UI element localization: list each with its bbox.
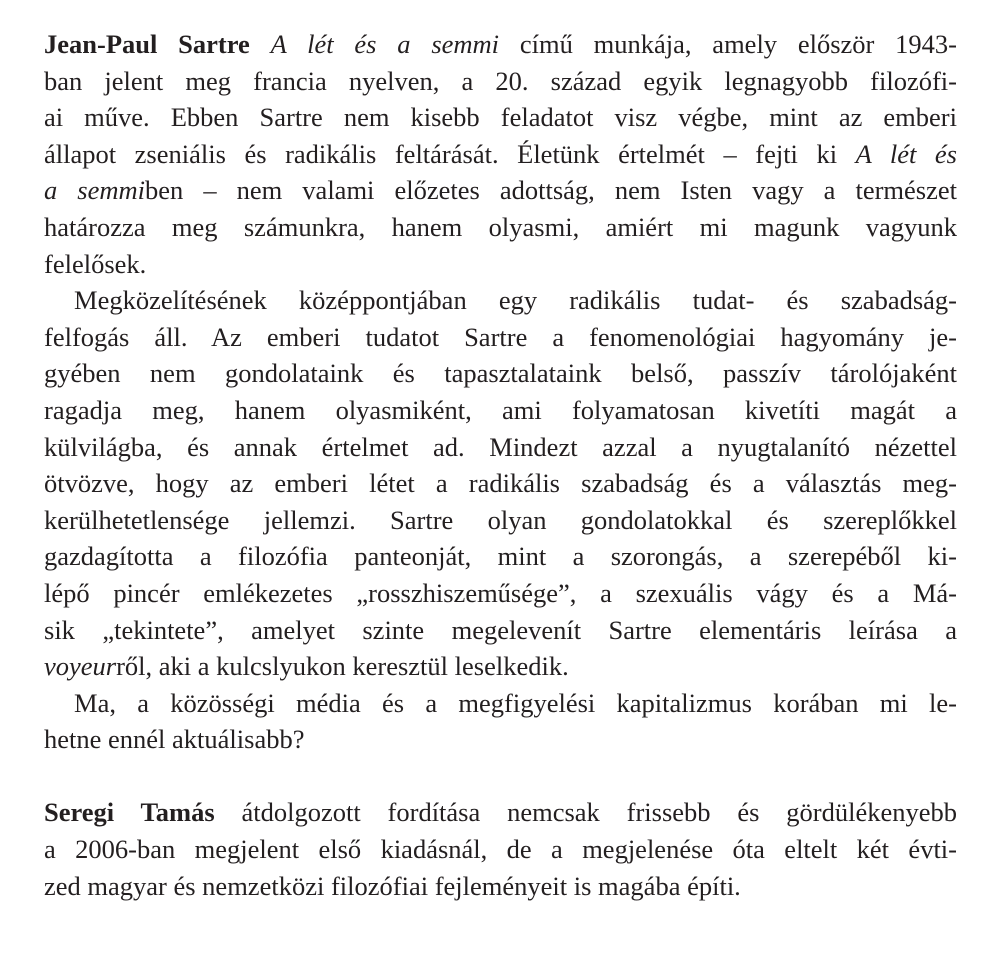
- text-line: [44, 648, 957, 685]
- paragraph-spacer: [44, 758, 957, 795]
- translator-name: Seregi Tamás: [44, 797, 215, 828]
- text-line: [44, 172, 957, 209]
- paragraph-approach: [44, 282, 957, 685]
- text-line: sik „tekintete”, amelyet szinte megelevenít Sartre elementáris leírása a: [44, 614, 957, 645]
- text-line: ai műve. Ebben Sartre nem kisebb feladatot visz végbe, mint az emberi: [44, 102, 957, 133]
- text-segment: átdolgozott fordítása nemcsak frissebb és gördülékenyebb: [214, 797, 958, 828]
- text-line: ragadja meg, hanem olyasmiként, ami folyamatosan kivetíti magát a: [44, 394, 957, 425]
- text-line: felfogás áll. Az emberi tudatot Sartre a fenomenológiai hagyomány je-: [44, 321, 957, 352]
- text-line: a 2006-ban megjelent első kiadásnál, de a megjelenése óta eltelt két évti-: [44, 834, 957, 865]
- text-line: zed magyar és nemzetközi filozófiai fejleményeit is magába építi.: [44, 870, 741, 901]
- text-line: [44, 794, 957, 831]
- text-line: ban jelent meg francia nyelven, a 20. század egyik legnagyobb filozófi-: [44, 65, 957, 96]
- text-line: gazdagította a filozófia panteonját, mint a szorongás, a szerepéből ki-: [44, 541, 957, 572]
- text-line: kerülhetetlensége jellemzi. Sartre olyan gondolatokkal és szereplőkkel: [44, 504, 957, 535]
- text-segment: állapot zseniális és radikális feltárását. Életünk értelmét – fejti ki: [44, 138, 856, 169]
- book-blurb: [44, 26, 957, 904]
- text-line: gyében nem gondolataink és tapasztalataink belső, passzív tárolójaként: [44, 358, 957, 389]
- author-name: Jean-Paul Sartre: [44, 29, 250, 59]
- text-segment: ben – nem valami előzetes adottság, nem Isten vagy a természet: [145, 175, 957, 206]
- paragraph-intro: [44, 26, 957, 282]
- text-line: Ma, a közösségi média és a megfigyelési kapitalizmus korában mi le-: [74, 687, 957, 718]
- italic-term: voyeur: [44, 651, 117, 682]
- text-line: felelősek.: [44, 248, 147, 279]
- paragraph-translator: [44, 794, 957, 904]
- text-line: [44, 136, 957, 173]
- paragraph-question: [44, 685, 957, 758]
- text-segment: [250, 29, 271, 59]
- text-line: Megközelítésének középpontjában egy radikális tudat- és szabadság-: [74, 285, 957, 316]
- book-title: A lét és a semmi: [270, 29, 500, 59]
- text-line: hetne ennél aktuálisabb?: [44, 724, 305, 755]
- book-title: A lét és: [855, 138, 957, 169]
- text-segment: című munkája, amely először 1943-: [499, 29, 958, 59]
- text-line: lépő pincér emlékezetes „rosszhiszeműsége”, a szexuális vágy és a Má-: [44, 577, 957, 608]
- text-segment: ről, aki a kulcslyukon keresztül leselkedik.: [116, 651, 569, 682]
- text-line: ötvözve, hogy az emberi létet a radikális szabadság és a választás meg-: [44, 468, 957, 499]
- text-line: határozza meg számunkra, hanem olyasmi, amiért mi magunk vagyunk: [44, 211, 957, 242]
- text-line: külvilágba, és annak értelmet ad. Mindezt azzal a nyugtalanító nézettel: [44, 431, 957, 462]
- book-title: a semmi: [44, 175, 146, 206]
- text-line: [44, 26, 957, 63]
